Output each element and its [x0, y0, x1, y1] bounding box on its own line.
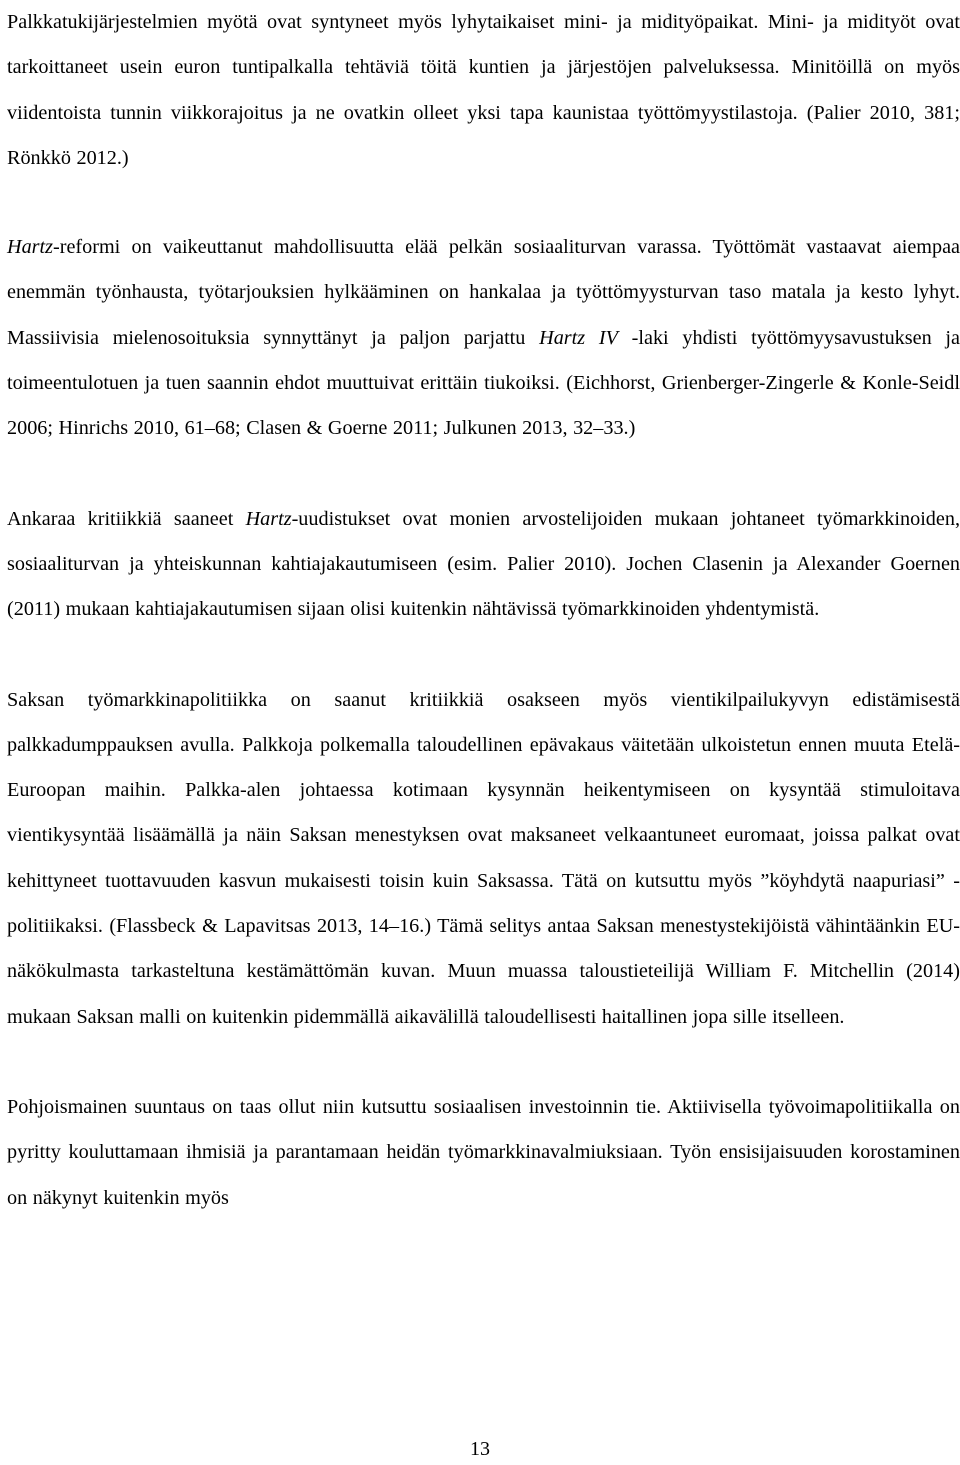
paragraph-text: Pohjoismainen suuntaus on taas ollut niin kutsuttu sosiaalisen investoinnin tie. Aktiivisella työvoimapolitiikalla on pyritty kouluttamaan ihmisiä ja parantamaan heidän työmarkkinavalmiuksiaan. Työn ensisijaisuuden korostaminen on näkynyt kuitenkin myös — [7, 1095, 960, 1209]
page-number: 13 — [470, 1438, 490, 1460]
paragraph-hartz-criticism — [7, 497, 960, 633]
paragraph-text: -reformi on vaikeuttanut mahdollisuutta elää pelkän sosiaaliturvan varassa. Työttömät vastaavat aiempaa enemmän työnhausta, työtarjouksien hylkääminen on hankalaa ja työttömyysturvan taso matala ja kesto lyhyt. Massiivisia mielenosoituksia synnyttänyt ja paljon parjattu — [7, 236, 960, 349]
paragraph-italic-text: Hartz IV — [539, 326, 618, 349]
paragraph-text: Saksan työmarkkinapolitiikka on saanut kritiikkiä osakseen myös vientikilpailukyvyn edistämisestä palkkadumppauksen avulla. Palkkoja polkemalla taloudellinen epävakaus väitetään ulkoistetun ennen muuta Etelä-Euroopan maihin. Palkka-alen johtaessa kotimaan kysynnän heikentymiseen on kysyntää stimuloitava vientikysyntää lisäämällä ja näin Saksan menestyksen ovat maksaneet velkaantuneet euromaat, joissa palkat ovat kehittyneet tuottavuuden kasvun mukaisesti toisin kuin Saksassa. Tätä on kutsuttu myös ”köyhdytä naapuriasi” -politiikaksi. (Flassbeck & Lapavitsas 2013, 14–16.) Tämä selitys antaa Saksan menestystekijöistä vähintäänkin EU-näkökulmasta tarkasteltuna kestämättömän kuvan. Muun muassa taloustieteilijä William F. Mitchellin (2014) mukaan Saksan malli on kuitenkin pidemmällä aikavälillä taloudellisesti haitallinen jopa sille itselleen. — [7, 688, 960, 1028]
paragraph-text: Ankaraa kritiikkiä saaneet — [7, 507, 246, 530]
paragraph-text: -uudistukset ovat monien arvostelijoiden mukaan johtaneet työmarkkinoiden, sosiaaliturvan ja yhteiskunnan kahtiajakautumiseen (esim. Palier 2010). Jochen Clasenin ja Alexander Goernen (2011) mukaan kahtiajakautumisen sijaan olisi kuitenkin nähtävissä työmarkkinoiden yhdentymistä. — [7, 507, 960, 621]
paragraph-italic-text: Hartz — [245, 507, 292, 530]
paragraph-text: Palkkatukijärjestelmien myötä ovat syntyneet myös lyhytaikaiset mini- ja midityöpaikat. Mini- ja midityöt ovat tarkoittaneet usein euron tuntipalkalla tehtäviä töitä kuntien ja järjestöjen palveluksessa. Minitöillä on myös viidentoista tunnin viikkorajoitus ja ne ovatkin olleet yksi tapa kaunistaa työttömyystilastoja. (Palier 2010, 381; Rönkkö 2012.) — [7, 11, 960, 169]
paragraph-nordic-approach — [7, 1085, 960, 1221]
paragraph-hartz-reform — [7, 225, 960, 451]
paragraph-text: -laki yhdisti työttömyysavustuksen ja toimeentulotuen ja tuen saannin ehdot muuttuivat erittäin tiukoiksi. (Eichhorst, Grienberger-Zingerle & Konle-Seidl 2006; Hinrichs 2010, 61–68; Clasen & Goerne 2011; Julkunen 2013, 32–33.) — [7, 326, 960, 440]
paragraph-mini-jobs — [7, 0, 960, 181]
paragraph-labour-policy — [7, 678, 960, 1040]
document-page — [7, 0, 960, 1221]
paragraph-italic-text: Hartz — [7, 236, 53, 259]
